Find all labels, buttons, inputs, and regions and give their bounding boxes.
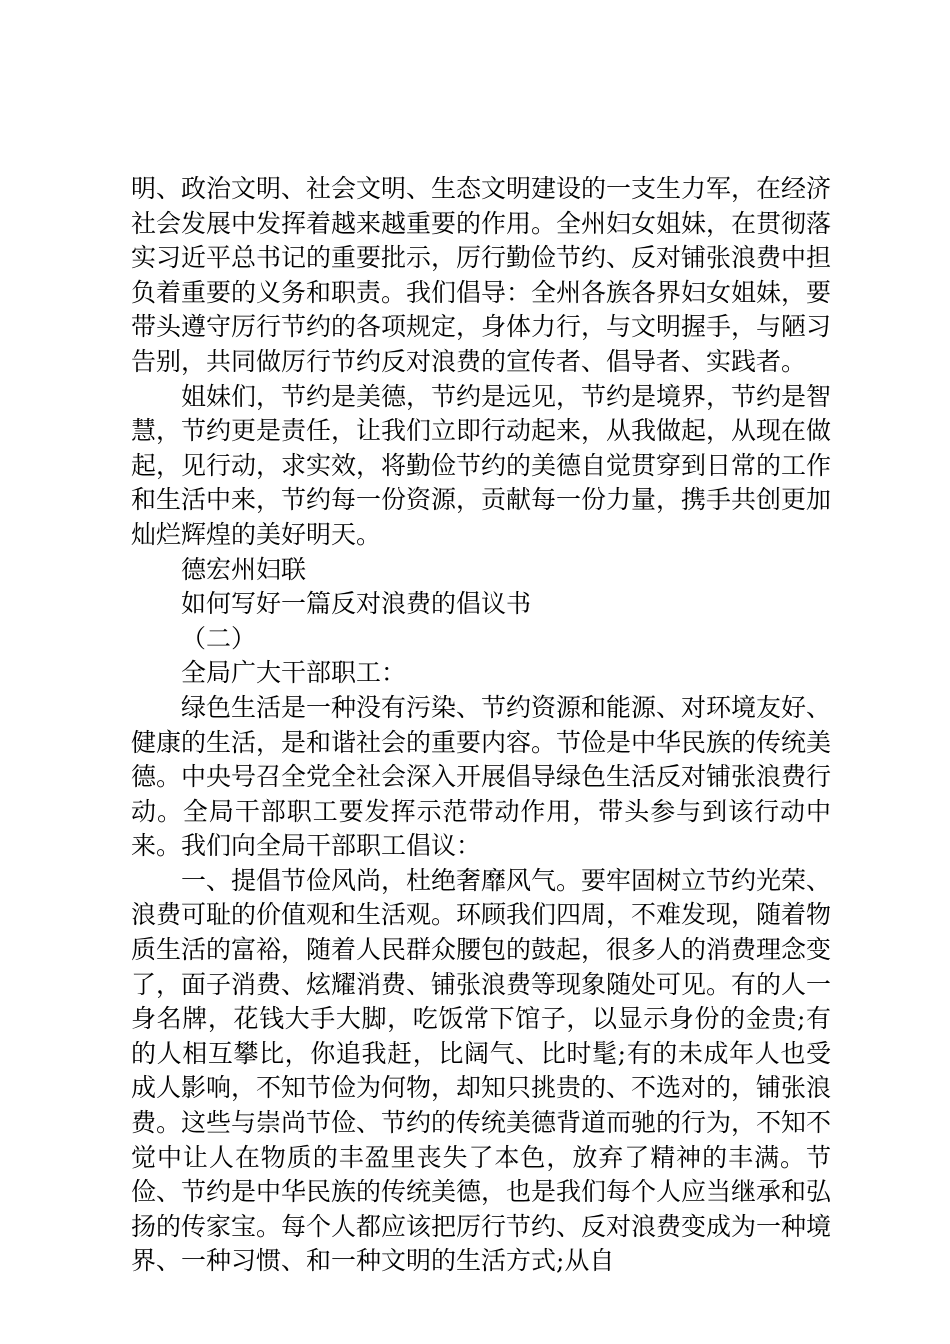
salutation: 全局广大干部职工： <box>181 658 407 688</box>
paragraph-intro: 绿色生活是一种没有污染、节约资源和能源、对环境友好、健康的生活，是和谐社会的重要内容。节俭是中华民族的传统美德。中央号召全党全社会深入开展倡导绿色生活反对铺张浪费行动。全局干部职工要发挥示范带动作用，带头参与到该行动中来。我们向全局干部职工倡议： <box>131 692 832 861</box>
paragraph-continuation: 明、政治文明、社会文明、生态文明建设的一支生力军，在经济社会发展中发挥着越来越重要的作用。全州妇女姐妹，在贯彻落实习近平总书记的重要批示，厉行勤俭节约、反对铺张浪费中担负着重要的义务和职责。我们倡导：全州各族各界妇女姐妹，要带头遵守厉行节约的各项规定，身体力行，与文明握手，与陋习告别，共同做厉行节约反对浪费的宣传者、倡导者、实践者。 <box>131 174 832 376</box>
paragraph-point-one: 一、提倡节俭风尚，杜绝奢靡风气。要牢固树立节约光荣、浪费可耻的价值观和生活观。环顾我们四周，不难发现，随着物质生活的富裕，随着人民群众腰包的鼓起，很多人的消费理念变了，面子消费、炫耀消费、铺张浪费等现象随处可见。有的人一身名牌，花钱大手大脚，吃饭常下馆子，以显示身份的金贵;有的人相互攀比，你追我赶，比阔气、比时髦;有的未成年人也受成人影响，不知节俭为何物，却知只挑贵的、不选对的，铺张浪费。这些与崇尚节俭、节约的传统美德背道而驰的行为，不知不觉中让人在物质的丰盈里丧失了本色，放弃了精神的丰满。节俭、节约是中华民族的传统美德，也是我们每个人应当继承和弘扬的传家宝。每个人都应该把厉行节约、反对浪费变成为一种境界、一种习惯、和一种文明的生活方式;从自 <box>131 865 832 1276</box>
signature-line: 德宏州妇联 <box>181 554 307 584</box>
section-title: 如何写好一篇反对浪费的倡议书 <box>181 589 532 619</box>
paragraph-appeal: 姐妹们，节约是美德，节约是远见，节约是境界，节约是智慧，节约更是责任，让我们立即行动起来，从我做起，从现在做起，见行动，求实效，将勤俭节约的美德自觉贯穿到日常的工作和生活中来，节约每一份资源，贡献每一份力量，携手共创更加灿烂辉煌的美好明天。 <box>131 381 832 549</box>
document-body <box>131 172 831 1279</box>
section-number: （二） <box>181 623 257 653</box>
